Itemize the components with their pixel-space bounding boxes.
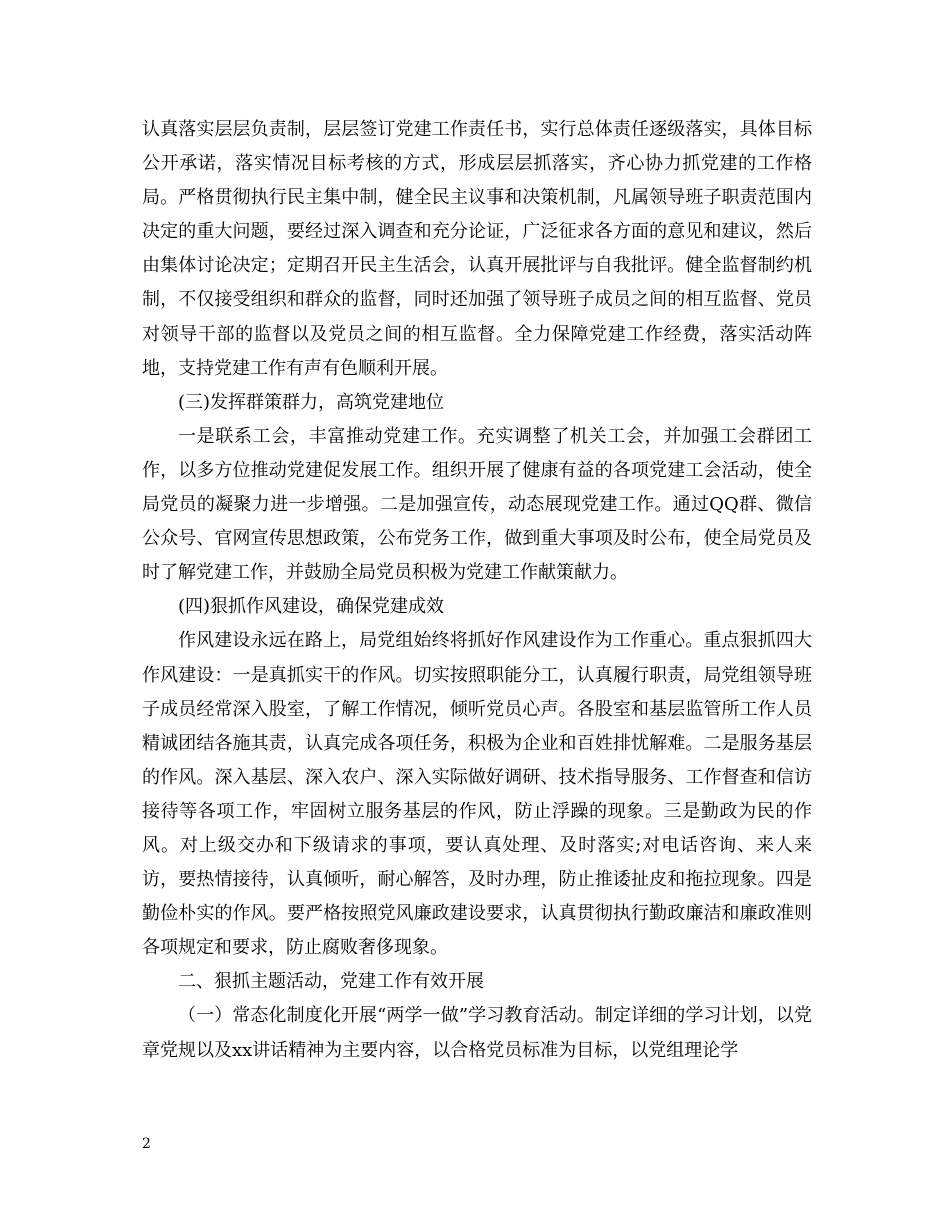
- document-body: [142, 113, 812, 1068]
- paragraph-union-publicity: 一是联系工会，丰富推动党建工作。充实调整了机关工会，并加强工会群团工作，以多方位推动党建促发展工作。组织开展了健康有益的各项党建工会活动，使全局党员的凝聚力进一步增强。二是加强宣传，动态展现党建工作。通过QQ群、微信公众号、官网宣传思想政策，公布党务工作，做到重大事项及时公布，使全局党员及时了解党建工作，并鼓励全局党员积极为党建工作献策献力。: [142, 425, 812, 584]
- page-number: 2: [142, 1136, 151, 1152]
- heading-part-2: 二、狠抓主题活动，党建工作有效开展: [178, 971, 484, 993]
- heading-section-4: (四)狠抓作风建设，确保党建成效: [178, 596, 445, 618]
- heading-section-3: (三)发挥群策群力，高筑党建地位: [178, 391, 445, 413]
- paragraph-responsibility-system: 认真落实层层负责制，层层签订党建工作责任书，实行总体责任逐级落实，具体目标公开承诺，落实情况目标考核的方式，形成层层抓落实，齐心协力抓党建的工作格局。严格贯彻执行民主集中制，健全民主议事和决策机制，凡属领导班子职责范围内决定的重大问题，要经过深入调查和充分论证，广泛征求各方面的意见和建议，然后由集体讨论决定；定期召开民主生活会，认真开展批评与自我批评。健全监督制约机制，不仅接受组织和群众的监督，同时还加强了领导班子成员之间的相互监督、党员对领导干部的监督以及党员之间的相互监督。全力保障党建工作经费，落实活动阵地，支持党建工作有声有色顺利开展。: [142, 119, 812, 379]
- paragraph-two-studies: （一）常态化制度化开展“两学一做”学习教育活动。制定详细的学习计划，以党章党规以及xx讲话精神为主要内容，以合格党员标准为目标，以党组理论学: [142, 1005, 812, 1061]
- paragraph-work-style: 作风建设永远在路上，局党组始终将抓好作风建设作为工作重心。重点狠抓四大作风建设：一是真抓实干的作风。切实按照职能分工，认真履行职责，局党组领导班子成员经常深入股室，了解工作情况，倾听党员心声。各股室和基层监管所工作人员精诚团结各施其责，认真完成各项任务，积极为企业和百姓排忧解难。二是服务基层的作风。深入基层、深入农户、深入实际做好调研、技术指导服务、工作督查和信访接待等各项工作，牢固树立服务基层的作风，防止浮躁的现象。三是勤政为民的作风。对上级交办和下级请求的事项，要认真处理、及时落实;对电话咨询、来人来访，要热情接待，认真倾听，耐心解答，及时办理，防止推诿扯皮和拖拉现象。四是勤俭朴实的作风。要严格按照党风廉政建设要求，认真贯彻执行勤政廉洁和廉政准则各项规定和要求，防止腐败奢侈现象。: [142, 630, 812, 959]
